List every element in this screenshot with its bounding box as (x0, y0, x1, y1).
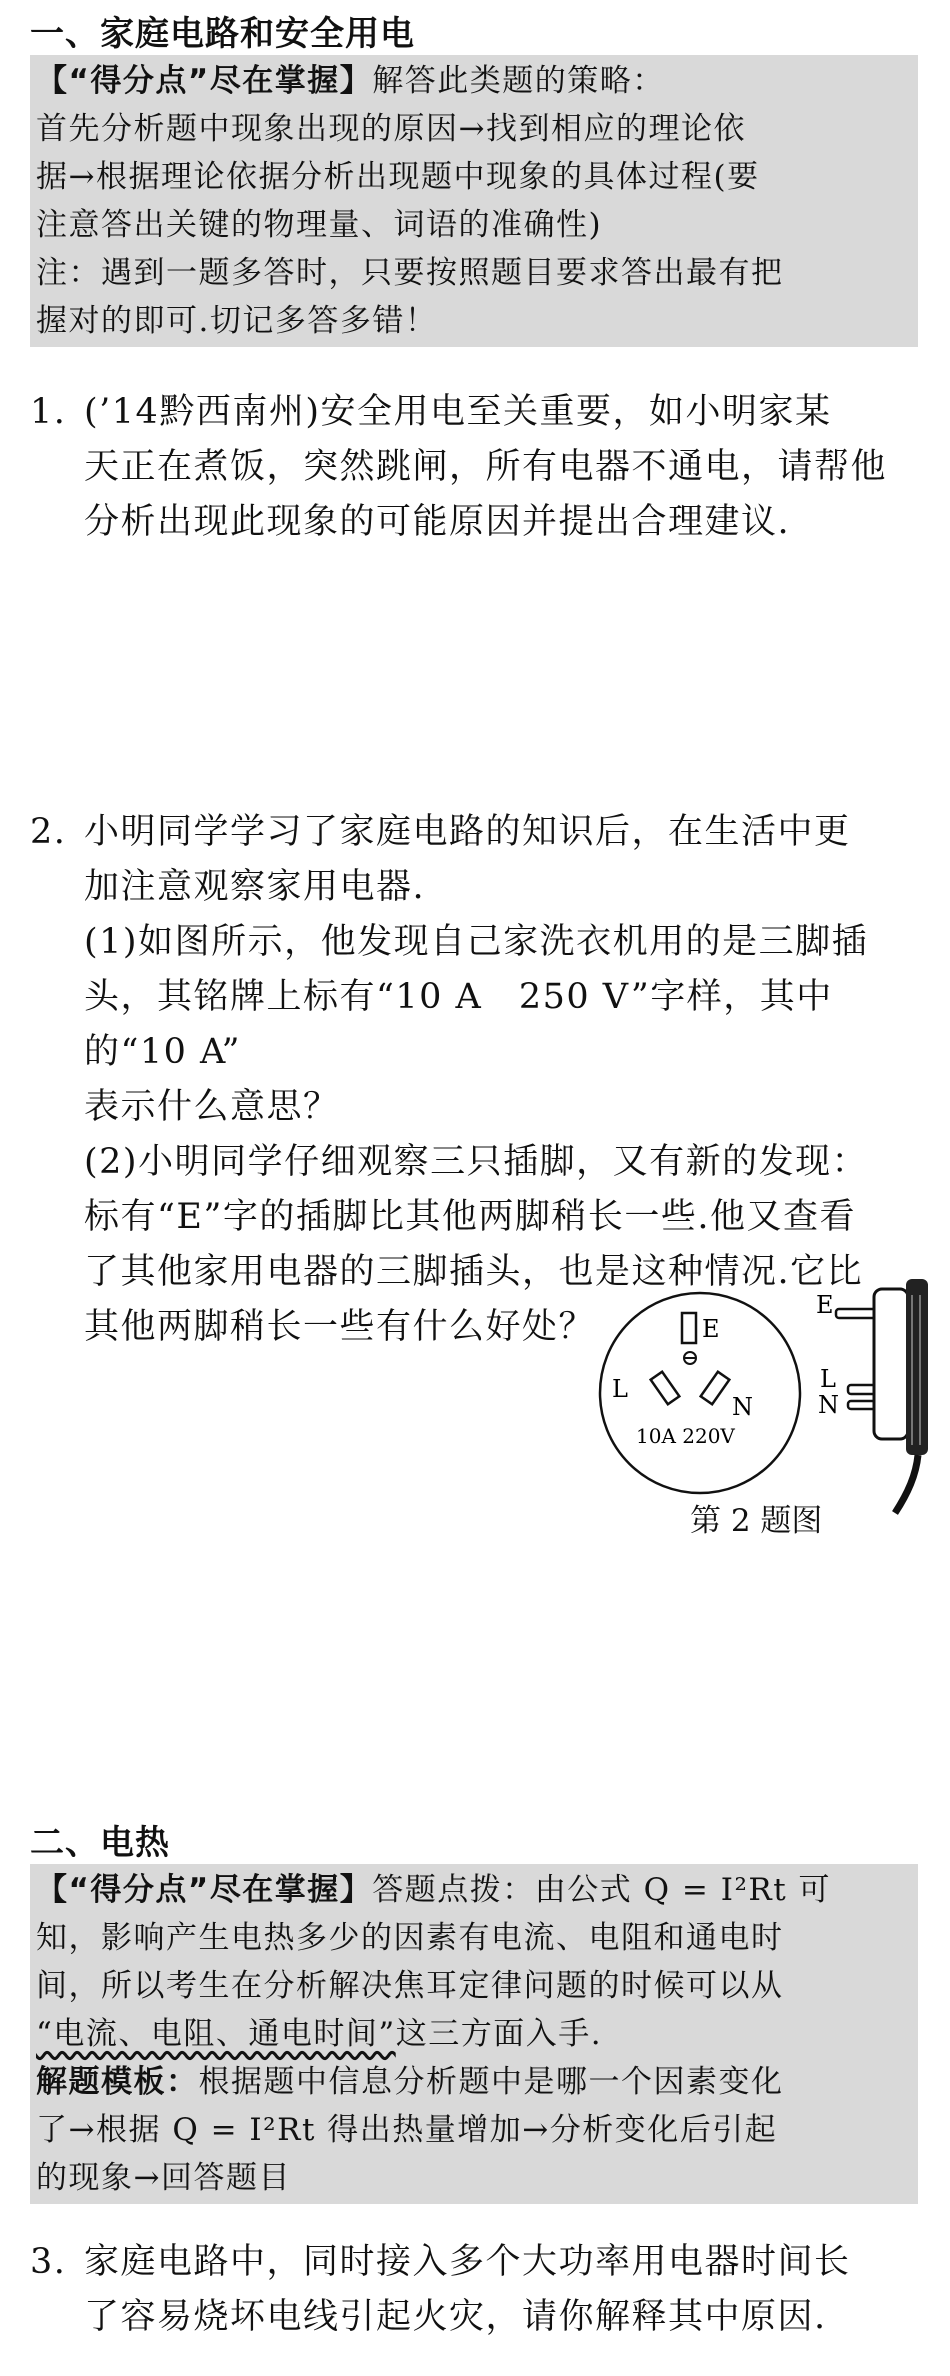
tip-line: 据→根据理论依据分析出现题中现象的具体过程(要 (36, 159, 760, 195)
tip-line: 的现象→回答题目 (36, 2160, 291, 2196)
question-number: 2. (30, 812, 67, 852)
figure-caption: 第 2 题图 (690, 1503, 823, 1539)
question-text: 表示什么意思？ (84, 1087, 340, 1127)
plug-socket-figure (590, 1275, 930, 1515)
question-text: 其他两脚稍长一些有什么好处？ (84, 1307, 596, 1347)
plug-cable (895, 1455, 918, 1513)
section-1-title: 一、家庭电路和安全用电 (30, 14, 415, 54)
tip-line: 注：遇到一题多答时，只要按照题目要求答出最有把 (36, 255, 784, 291)
plug-side-view (816, 1279, 928, 1513)
question-text: 分析出现此现象的可能原因并提出合理建议. (84, 502, 791, 542)
tip-line: 首先分析题中现象出现的原因→找到相应的理论依 (36, 111, 746, 147)
socket-label-n: N (732, 1393, 753, 1421)
socket-label-l: L (612, 1375, 628, 1403)
question-text: 家庭电路中，同时接入多个大功率用电器时间长 (84, 2242, 851, 2282)
question-part-2: (2)小明同学仔细观察三只插脚，又有新的发现： (84, 1142, 869, 1182)
question-text: 小明同学学习了家庭电路的知识后，在生活中更 (84, 812, 851, 852)
socket-earth-slot (682, 1313, 696, 1343)
plug-neutral-pin (848, 1401, 876, 1409)
socket-neutral-slot (701, 1372, 730, 1405)
plug-label-e: E (816, 1291, 834, 1319)
plug-label-l: L (820, 1365, 836, 1393)
socket-label-e: E (702, 1315, 720, 1343)
plug-body (874, 1289, 908, 1439)
socket-live-slot (651, 1372, 680, 1405)
section-2-tip-box (30, 1864, 918, 2204)
tip-line: 这三方面入手. (395, 2016, 603, 2052)
question-text: 加注意观察家用电器. (84, 867, 426, 907)
question-1 (30, 385, 918, 550)
tip-bracket-label: 【“得分点”尽在掌握】 (36, 1872, 373, 1908)
plug-grip (906, 1279, 928, 1455)
tip-line: 注意答出关键的物理量、词语的准确性) (36, 207, 603, 243)
plug-earth-pin (836, 1309, 876, 1318)
question-part-1: (1)如图所示，他发现自己家洗衣机用的是三脚插 (84, 922, 869, 962)
question-2 (30, 805, 918, 1355)
template-label: 解题模板： (36, 2064, 199, 2100)
socket-diagram (600, 1293, 800, 1493)
tip-line: 答题点拨：由公式 Q = I²Rt 可 (372, 1872, 832, 1908)
tip-emphasis: “电流、电阻、通电时间” (36, 2016, 396, 2052)
tip-line: 知，影响产生电热多少的因素有电流、电阻和通电时 (36, 1920, 784, 1956)
plug-live-pin (848, 1385, 876, 1394)
tip-intro: 解答此类题的策略： (372, 63, 665, 99)
tip-line: 根据题中信息分析题中是哪一个因素变化 (198, 2064, 784, 2100)
question-3 (30, 2235, 918, 2345)
socket-outline (600, 1293, 800, 1493)
question-number: 3. (30, 2242, 67, 2282)
question-text: 天正在煮饭，突然跳闸，所有电器不通电，请帮他 (84, 447, 888, 487)
tip-line: 间，所以考生在分析解决焦耳定律问题的时候可以从 (36, 1968, 784, 2004)
section-2-title: 二、电热 (30, 1823, 170, 1863)
tip-heading (36, 57, 912, 105)
question-text: (’14黔西南州)安全用电至关重要，如小明家某 (84, 392, 832, 432)
tip-line: 了→根据 Q = I²Rt 得出热量增加→分析变化后引起 (36, 2112, 778, 2148)
plug-label-n: N (818, 1391, 839, 1419)
tip-bracket-label: 【“得分点”尽在掌握】 (36, 63, 373, 99)
question-number: 1. (30, 392, 67, 432)
question-text: 头，其铭牌上标有“10 A 250 V”字样，其中的“10 A” (84, 977, 833, 1072)
question-text: 标有“E”字的插脚比其他两脚稍长一些.他又查看 (84, 1197, 856, 1237)
socket-rating: 10A 220V (636, 1424, 735, 1448)
question-text: 了其他家用电器的三脚插头，也是这种情况.它比 (84, 1252, 864, 1292)
question-text: 了容易烧坏电线引起火灾，请你解释其中原因. (84, 2297, 827, 2337)
tip-line: 握对的即可.切记多答多错！ (36, 303, 438, 339)
section-1-tip-box (30, 55, 918, 347)
